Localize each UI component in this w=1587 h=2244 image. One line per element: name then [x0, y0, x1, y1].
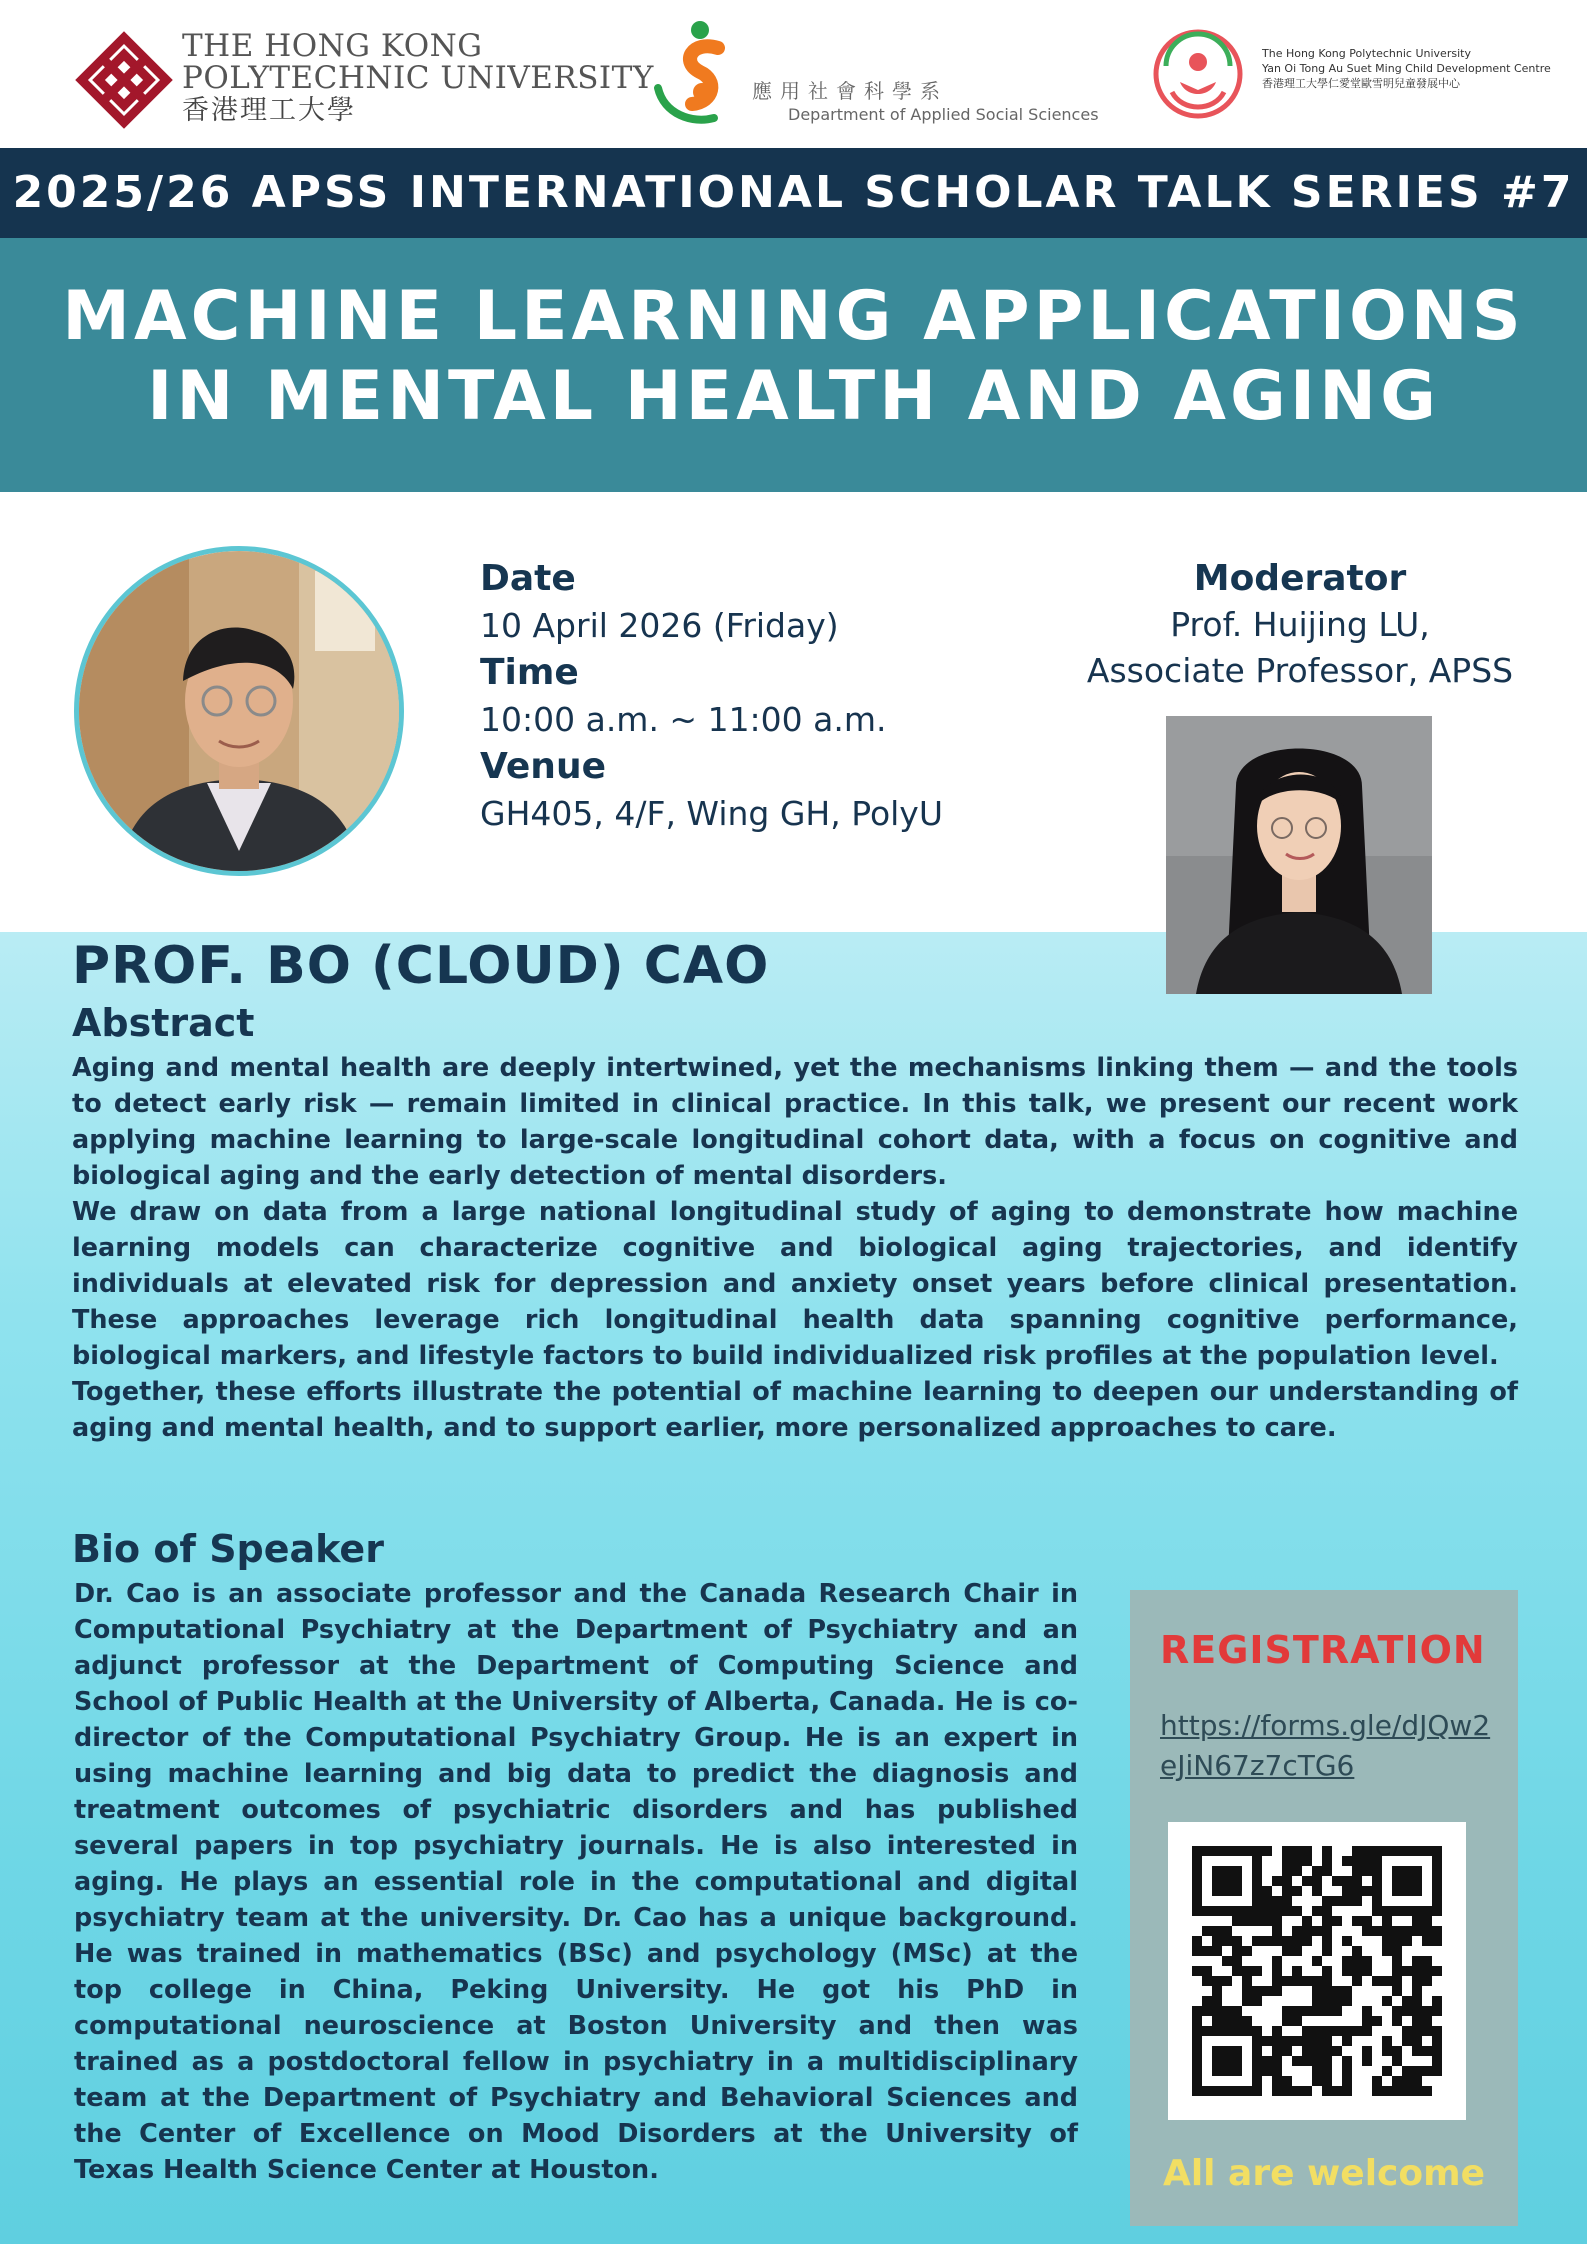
date-label: Date [480, 558, 576, 599]
time-value: 10:00 a.m. ~ 11:00 a.m. [480, 700, 887, 739]
abstract-paragraph: Together, these efforts illustrate the potential of machine learning to deepen our understanding of aging and mental health, and to support earlier, more personalized approaches to care. [72, 1377, 1518, 1443]
registration-panel [1130, 1590, 1518, 2226]
venue-value: GH405, 4/F, Wing GH, PolyU [480, 794, 943, 833]
polyu-logo-icon [72, 28, 176, 132]
moderator-name: Prof. Huijing LU, [1170, 605, 1430, 644]
abstract-heading: Abstract [72, 1001, 255, 1045]
polyu-name-line2: POLYTECHNIC UNIVERSITY [182, 60, 654, 96]
abstract-paragraph: We draw on data from a large national longitudinal study of aging to demonstrate how machine learning models can characterize cognitive and biological aging trajectories, and identify individuals at elevated risk for depression and anxiety onset years before clinical presentation. These approaches leverage rich longitudinal health data spanning cognitive performance, biological markers, and lifestyle factors to build individualized risk profiles at the population level. [72, 1197, 1518, 1371]
polyu-name-chinese: 香港理工大學 [182, 95, 356, 126]
child-centre-name-line2: Yan Oi Tong Au Suet Ming Child Development Centre [1262, 62, 1551, 75]
moderator-photo [1166, 716, 1432, 994]
qr-code-icon[interactable] [1168, 1822, 1466, 2120]
bio-paragraph: Dr. Cao is an associate professor and the Canada Research Chair in Computational Psychiatry at the Department of Psychiatry and an adjunct professor at the Department of Computing Science and School of Public Health at the University of Alberta, Canada. He is co-director of the Computational Psychiatry Group. He is an expert in using machine learning and big data to predict the diagnosis and treatment outcomes of psychiatric disorders and has published several papers in top psychiatry journals. He is also interested in aging. He plays an essential role in the computational and digital psychiatry team at the university. Dr. Cao has a unique background. He was trained in mathematics (BSc) and psychology (MSc) at the top college in China, Peking University. He got his PhD in computational neuroscience at Boston University and then was trained as a postdoctoral fellow in psychiatry in a multidisciplinary team at the Department of Psychiatry and Behavioral Sciences and the Center of Excellence on Mood Disorders at the University of Texas Health Science Center at Houston. [74, 1579, 1078, 2185]
time-label: Time [480, 652, 579, 693]
registration-link[interactable]: https://forms.gle/dJQw2eJiN67z7cTG6 [1160, 1709, 1491, 1782]
moderator-label: Moderator [1193, 558, 1407, 599]
speaker-name: PROF. BO (CLOUD) CAO [72, 936, 770, 996]
date-value: 10 April 2026 (Friday) [480, 606, 839, 645]
abstract-paragraph: Aging and mental health are deeply intertwined, yet the mechanisms linking them — and the tools to detect early risk — remain limited in clinical practice. In this talk, we present our recent work applying machine learning to large-scale longitudinal cohort data, with a focus on cognitive and biological aging and the early detection of mental disorders. [72, 1053, 1518, 1191]
abstract-body [72, 1050, 1518, 1446]
apss-name-english: Department of Applied Social Sciences [788, 105, 1099, 124]
speaker-photo [74, 546, 404, 876]
moderator-info [1030, 556, 1570, 694]
header-logos [0, 0, 1587, 148]
welcome-text: All are welcome [1162, 2153, 1486, 2194]
apss-logo-icon [652, 18, 748, 130]
moderator-role: Associate Professor, APSS [1086, 651, 1514, 690]
event-details [480, 556, 1040, 838]
child-centre-logo-icon [1152, 26, 1244, 124]
venue-label: Venue [480, 746, 606, 787]
apss-name [752, 78, 1099, 126]
child-centre-name-chinese: 香港理工大學仁愛堂歐雪明兒童發展中心 [1262, 77, 1460, 90]
child-centre-name-line1: The Hong Kong Polytechnic University [1262, 47, 1471, 60]
bio-heading: Bio of Speaker [72, 1527, 384, 1571]
talk-title-line1: MACHINE LEARNING APPLICATIONS [62, 277, 1525, 356]
registration-heading: REGISTRATION [1160, 1628, 1486, 1672]
series-banner: 2025/26 APSS INTERNATIONAL SCHOLAR TALK SERIES #7 [0, 148, 1587, 238]
apss-name-chinese: 應用社會科學系 [752, 79, 948, 103]
bio-body [74, 1576, 1078, 2188]
talk-title-line2: IN MENTAL HEALTH AND AGING [147, 357, 1440, 436]
child-centre-name [1262, 46, 1551, 91]
polyu-name [182, 30, 654, 128]
polyu-name-line1: THE HONG KONG [182, 28, 483, 64]
talk-title-banner [0, 238, 1587, 492]
